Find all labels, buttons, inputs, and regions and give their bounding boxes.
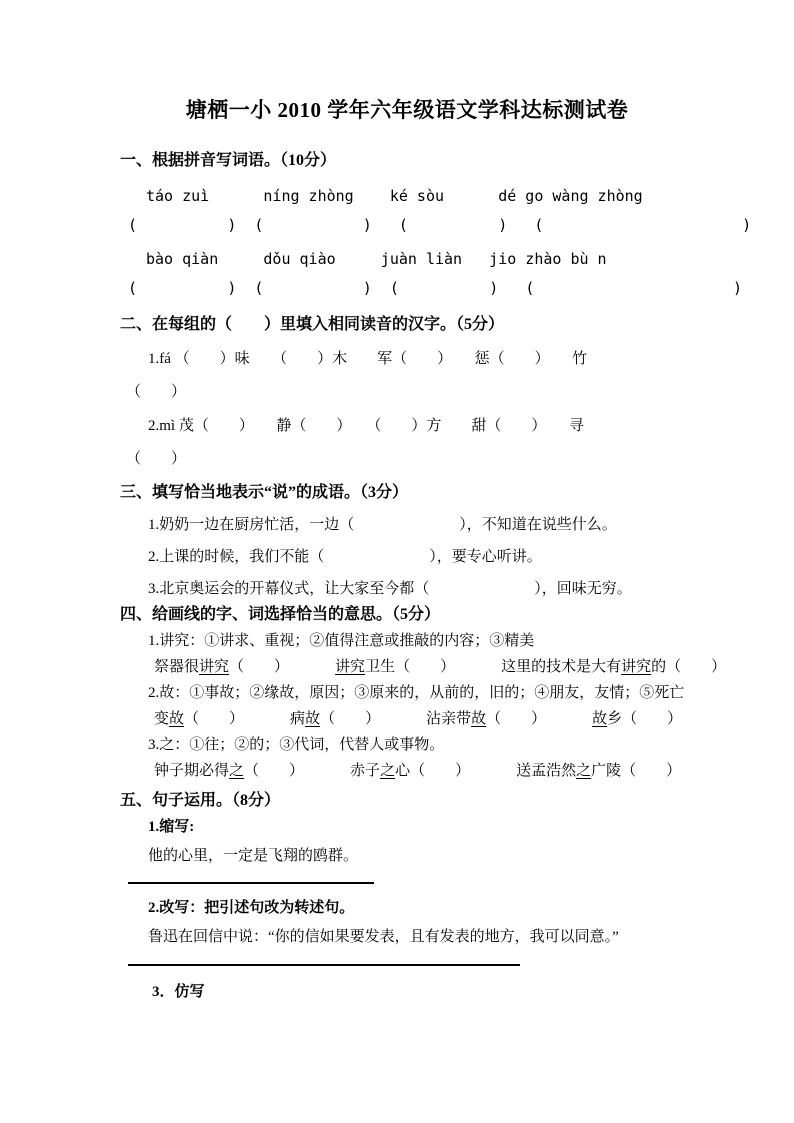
example-phrase: 讲究卫生（ ）: [335, 659, 456, 675]
section-3-heading: 三、填写恰当地表示“说”的成语。（3分）: [120, 484, 409, 501]
section-2-line-1-continuation: （ ）: [126, 384, 187, 400]
page-title: 塘栖一小 2010 学年六年级语文学科达标测试卷: [185, 98, 629, 122]
section-5-heading: 五、句子运用。（8分）: [120, 792, 281, 809]
pinyin-row-1: táo zuì níng zhòng ké sòu dé go wàng zhòng: [146, 187, 643, 205]
underlined-word: 讲究: [621, 659, 652, 675]
example-phrase: 送孟浩然之广陵（ ）: [516, 763, 682, 779]
section-5-item-3-label: 3．仿写: [152, 984, 205, 1000]
section-2-heading: 二、在每组的（ ）里填入相同读音的汉字。（5分）: [120, 316, 505, 333]
section-3-item-3: 3.北京奥运会的开幕仪式，让大家至今都（ ），回味无穷。: [148, 581, 632, 597]
section-4-item-3-definition: 3.之：①往；②的；③代词，代替人或事物。: [148, 737, 445, 753]
section-5-item-1-label: 1.缩写:: [148, 819, 195, 835]
example-phrase: 沾亲带故（ ）: [426, 711, 547, 727]
section-3-item-1: 1.奶奶一边在厨房忙活，一边（ ），不知道在说些什么。: [148, 517, 617, 533]
underlined-word: 讲究: [335, 659, 366, 675]
example-phrase: 故乡（ ）: [592, 711, 683, 727]
answer-blanks-row-1: ( ) ( ) ( ) ( ): [128, 216, 752, 234]
example-phrase: 变故（ ）: [154, 711, 245, 727]
answer-blanks-row-2: ( ) ( ) ( ) ( ): [128, 279, 743, 297]
section-2-line-2-continuation: （ ）: [126, 451, 187, 467]
example-phrase: 祭器很讲究（ ）: [154, 659, 290, 675]
example-phrase: 病故（ ）: [290, 711, 381, 727]
underlined-word: 之: [576, 763, 592, 779]
example-phrase: 钟子期必得之（ ）: [154, 763, 305, 779]
section-4-item-1-examples: [154, 657, 727, 678]
section-5-item-2-label: 2.改写：把引述句改为转述句。: [148, 900, 355, 916]
section-3-item-2: 2.上课的时候，我们不能（ ），要专心听讲。: [148, 549, 542, 565]
answer-line: [128, 963, 520, 966]
section-5-item-1-sentence: 他的心里，一定是飞翔的鸥群。: [148, 848, 359, 864]
answer-line: [128, 881, 374, 884]
underlined-word: 之: [380, 763, 396, 779]
section-4-item-2-definition: 2.故：①事故；②缘故，原因；③原来的，从前的，旧的；④朋友，友情；⑤死亡: [148, 685, 685, 701]
underlined-word: 故: [471, 711, 487, 727]
section-4-item-2-examples: [154, 709, 694, 730]
underlined-word: 讲究: [199, 659, 230, 675]
section-1-heading: 一、根据拼音写词语。（10分）: [120, 152, 337, 169]
section-2-line-2: 2.mì 茂（ ） 静（ ） （ ）方 甜（ ） 寻: [148, 418, 584, 434]
example-phrase: 赤子之心（ ）: [350, 763, 471, 779]
section-4-item-3-examples: [154, 761, 694, 782]
section-2-line-1: 1.fá （ ）味 （ ）木 军（ ） 惩（ ） 竹: [148, 351, 588, 367]
underlined-word: 故: [169, 711, 185, 727]
section-5-item-2-sentence: 鲁迅在回信中说：“你的信如果要发表，且有发表的地方，我可以同意。”: [148, 929, 619, 945]
section-4-item-1-definition: 1.讲究：①讲求、重视；②值得注意或推敲的内容；③精美: [148, 633, 535, 649]
underlined-word: 之: [229, 763, 245, 779]
section-4-heading: 四、给画线的字、词选择恰当的意思。（5分）: [120, 606, 441, 623]
pinyin-row-2: bào qiàn dǒu qiào juàn liàn jio zhào bù n: [146, 250, 607, 268]
underlined-word: 故: [592, 711, 608, 727]
underlined-word: 故: [305, 711, 321, 727]
example-phrase: 这里的技术是大有讲究的（ ）: [501, 659, 727, 675]
